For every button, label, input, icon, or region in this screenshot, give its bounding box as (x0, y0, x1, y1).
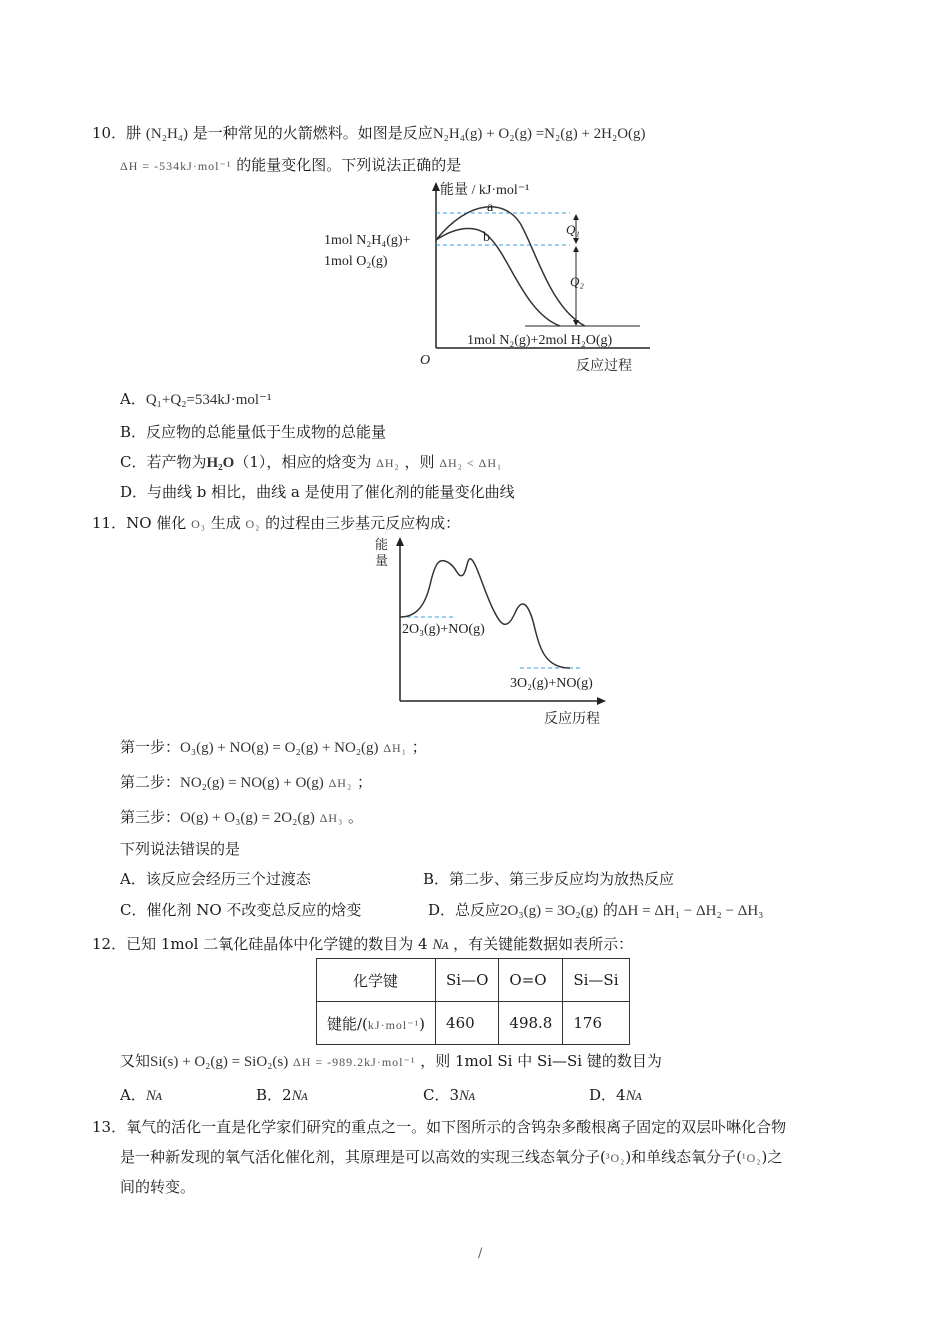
q11-energy-diagram (375, 535, 615, 730)
q13-line1: 13．氧气的活化一直是化学家们研究的重点之一。如下图所示的含钨杂多酸根离子固定的双层卟啉化合物 (92, 1118, 787, 1136)
q10-intro2: 是一种常见的火箭燃料。如图是反应 (192, 124, 433, 142)
table-cell: 460 (436, 1002, 499, 1045)
table-header-cell: Si—Si (563, 959, 629, 1002)
q10-label-q2: Q₂ (570, 274, 584, 289)
q11-line1: 11．NO 催化 O₃ 生成 O₂ 的过程由三步基元反应构成： (92, 514, 461, 532)
q12-option-d: D．4Nᴀ (589, 1086, 642, 1104)
q10-ylabel: 能量 / kJ·mol⁻¹ (440, 183, 530, 198)
q10-label-b: b (483, 230, 490, 245)
table-header-cell: O=O (499, 959, 563, 1002)
q10-curve-b (436, 229, 560, 327)
table-header-cell: 化学键 (317, 959, 436, 1002)
q11-xlabel: 反应历程 (544, 712, 600, 727)
q10-intro: 肼 (126, 124, 142, 142)
q10-option-c: C．若产物为H₂O（1），相应的焓变为 ΔH₂ ，则 ΔH₂ < ΔH₁ (120, 453, 503, 471)
q10-curve-a (436, 207, 585, 326)
q10-n2h4: (N₂H₄) (145, 126, 189, 142)
q10-equation: N₂H₄(g) + O₂(g) =N₂(g) + 2H₂O(g) (432, 126, 646, 142)
q11-start-label: 2O₃(g)+NO(g) (402, 622, 485, 637)
q10-line2-text: 的能量变化图。下列说法正确的是 (236, 156, 462, 174)
q11-option-d: D．总反应2O₃(g) = 3O₂(g) 的ΔH = ΔH₁ − ΔH₂ − ΔH₃ (428, 901, 764, 919)
q12-known: 又知Si(s) + O₂(g) = SiO₂(s) ΔH = -989.2kJ·mol⁻¹ ，则 1mol Si 中 Si—Si 键的数目为 (120, 1052, 662, 1070)
q10-dh: ΔH = -534kJ·mol⁻¹ (120, 159, 232, 173)
q12-line1: 12．已知 1mol 二氧化硅晶体中化学键的数目为 4 Nᴀ ，有关键能数据如表所示： (92, 935, 634, 953)
q10-line2 (120, 154, 461, 175)
q10-product: 1mol N₂(g)+2mol H₂O(g) (467, 333, 613, 348)
q11-option-a: A．该反应会经历三个过渡态 (120, 870, 311, 888)
q12-option-a: A．Nᴀ (120, 1086, 162, 1104)
q10-label-q1: Q₁ (566, 222, 580, 237)
table-cell: 498.8 (499, 1002, 563, 1045)
q11-step1: 第一步：O₃(g) + NO(g) = O₂(g) + NO₂(g) ΔH₁ ； (120, 738, 427, 756)
q11-ylabel-1: 能 (375, 537, 389, 552)
table-cell: 176 (563, 1002, 629, 1045)
q10-option-a: A．Q₁+Q₂=534kJ·mol⁻¹ (120, 390, 272, 408)
q12-option-b: B．2Nᴀ (256, 1086, 308, 1104)
bond-energy-table (316, 958, 630, 1045)
table-row-label: 键能/(kJ·mol⁻¹) (317, 1002, 436, 1045)
q10-xlabel: 反应过程 (576, 359, 632, 374)
q13-line3: 间的转变。 (120, 1178, 196, 1196)
q11-energy-curve (400, 559, 570, 668)
q12-option-c: C．3Nᴀ (423, 1086, 476, 1104)
q11-option-c: C．催化剂 NO 不改变总反应的焓变 (120, 901, 362, 919)
q11-step3: 第三步：O(g) + O₃(g) = 2O₂(g) ΔH₃ 。 (120, 808, 364, 826)
q11-prompt: 下列说法错误的是 (120, 840, 241, 858)
q10-option-d: D．与曲线 b 相比，曲线 a 是使用了催化剂的能量变化曲线 (120, 483, 515, 501)
q10-reactant2: 1mol O₂(g) (324, 254, 388, 269)
q10-origin: O (420, 353, 431, 368)
table-row (317, 1002, 630, 1045)
q11-step2: 第二步：NO₂(g) = NO(g) + O(g) ΔH₂ ； (120, 773, 372, 791)
table-header-cell: Si—O (436, 959, 499, 1002)
q10-energy-diagram (320, 178, 670, 374)
table-row (317, 959, 630, 1002)
q11-ylabel-2: 量 (375, 553, 389, 568)
q10-reactant1: 1mol N₂H₄(g)+ (324, 233, 411, 248)
page-footer-mark: / (478, 1246, 483, 1261)
q11-end-label: 3O₂(g)+NO(g) (510, 676, 593, 691)
q10-number: 10． (92, 124, 127, 142)
q10-y-arrow (432, 182, 440, 191)
q13-line2: 是一种新发现的氧气活化催化剂，其原理是可以高效的实现三线态氧分子(³O₂)和单线态氧分子(¹O₂)之 (120, 1148, 783, 1166)
q10-label-a: a (487, 200, 494, 215)
q10-option-b: B．反应物的总能量低于生成物的总能量 (120, 423, 387, 441)
q10-line1 (92, 122, 646, 143)
q11-option-b: B．第二步、第三步反应均为放热反应 (423, 870, 675, 888)
